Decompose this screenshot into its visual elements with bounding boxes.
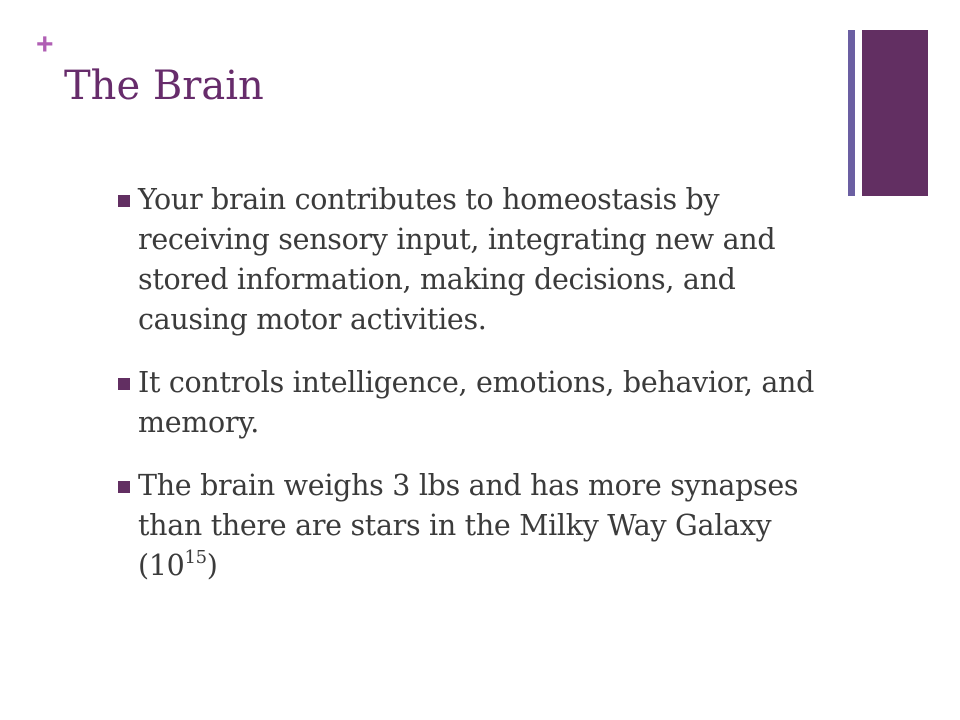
slide-title: The Brain	[64, 63, 264, 109]
exponent: 15	[184, 547, 207, 568]
square-bullet-icon	[118, 481, 130, 493]
bullet-item	[118, 363, 848, 443]
bullet-item	[118, 180, 848, 340]
bullet-text: The brain weighs 3 lbs and has more synapses than there are stars in the Milky Way Galaxy (10	[138, 469, 799, 582]
bullet-text-suffix: )	[206, 549, 218, 582]
square-bullet-icon	[118, 195, 130, 207]
plus-icon: +	[36, 28, 54, 61]
bullet-item	[118, 466, 848, 586]
decorative-thick-bar	[862, 30, 928, 196]
square-bullet-icon	[118, 378, 130, 390]
bullet-text: Your brain contributes to homeostasis by receiving sensory input, integrating new and stored information, making decisions, and causing motor activities.	[138, 183, 776, 336]
decorative-thin-bar	[848, 30, 855, 196]
bullet-list	[118, 180, 848, 609]
bullet-text: It controls intelligence, emotions, behavior, and memory.	[138, 366, 815, 439]
